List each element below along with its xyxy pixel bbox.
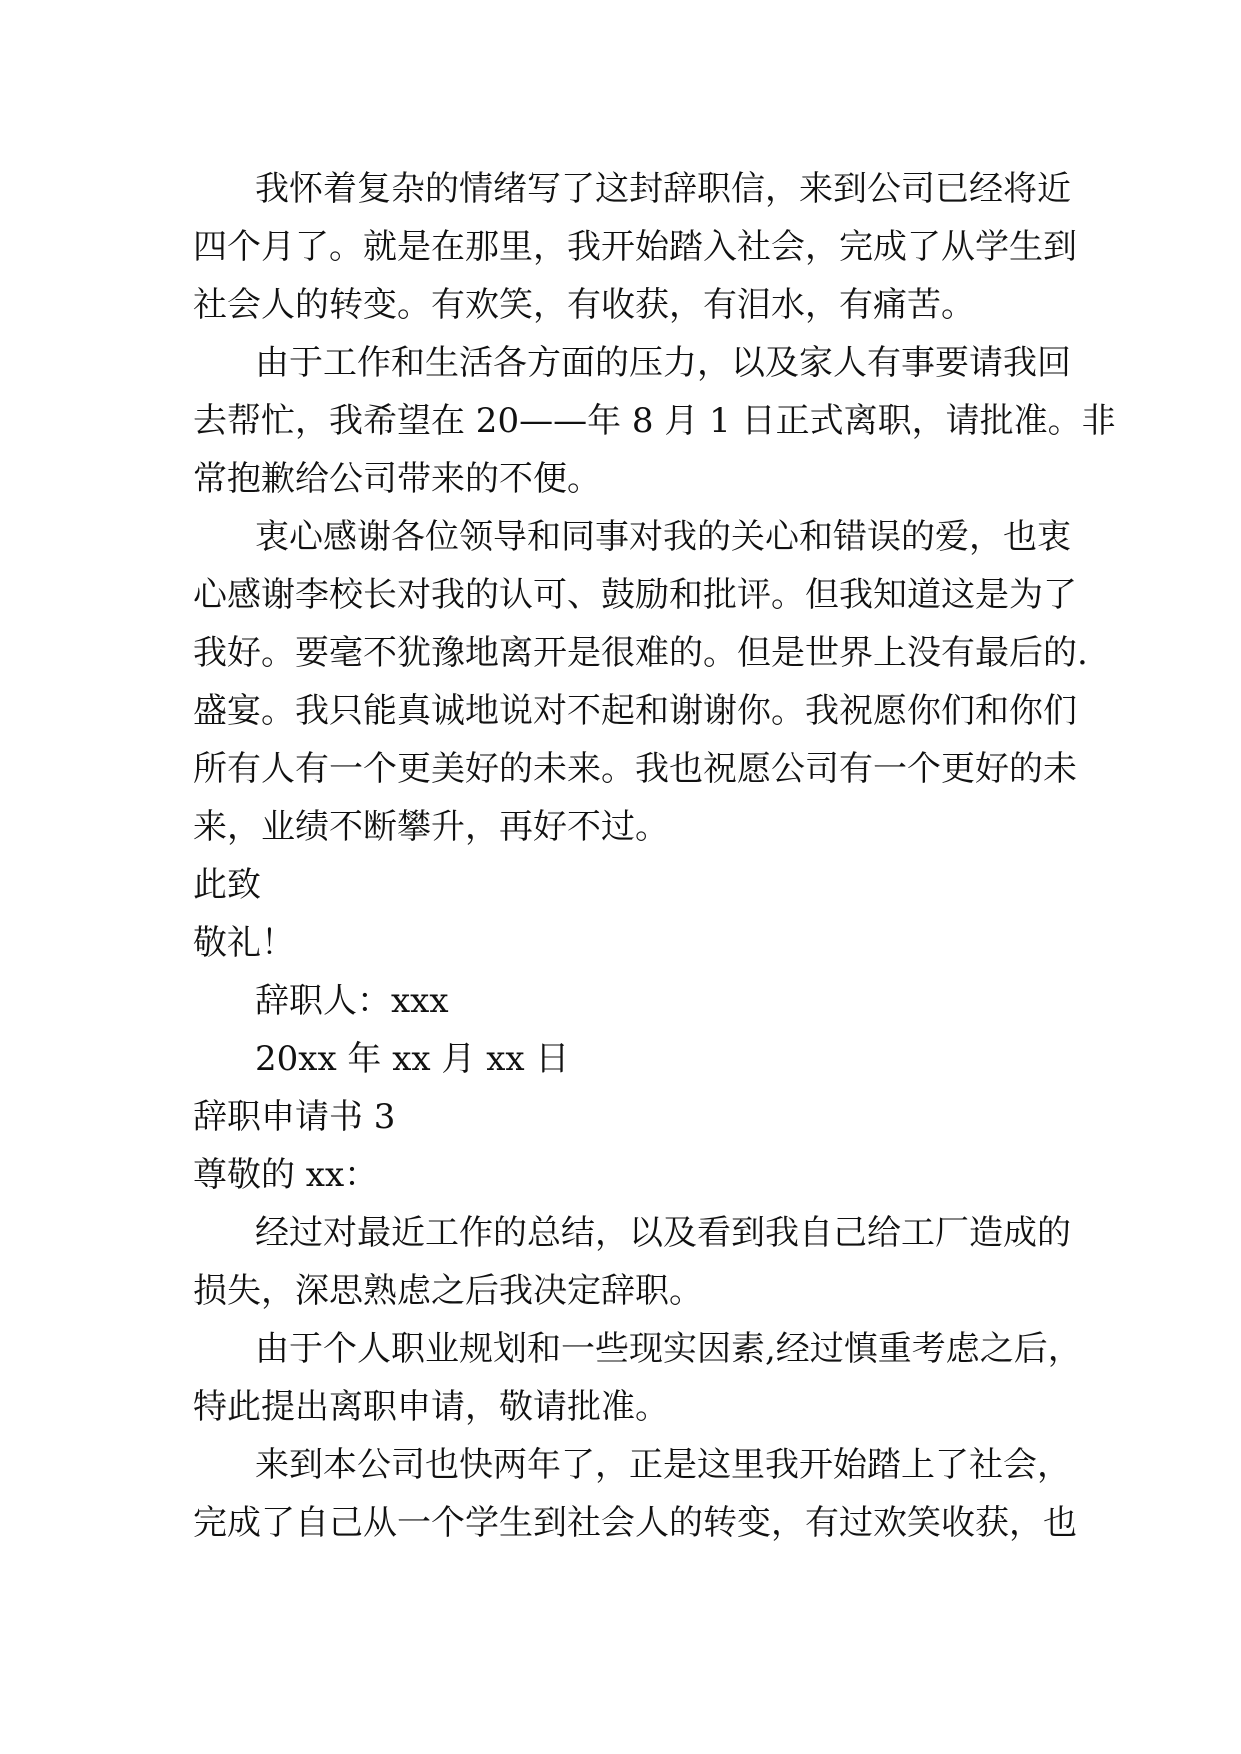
paragraph-line: 我好。要毫不犹豫地离开是很难的。但是世界上没有最后的. — [193, 633, 1088, 673]
paragraph-line: 常抱歉给公司带来的不便。 — [193, 459, 601, 499]
paragraph-line: 衷心感谢各位领导和同事对我的关心和错误的爱，也衷 — [255, 517, 1071, 557]
paragraph-line: 社会人的转变。有欢笑，有收获，有泪水，有痛苦。 — [193, 285, 975, 325]
paragraph-line: 去帮忙，我希望在 20——年 8 月 1 日正式离职，请批准。非 — [193, 401, 1116, 441]
paragraph-line: 心感谢李校长对我的认可、鼓励和批评。但我知道这是为了 — [193, 575, 1077, 615]
paragraph-line: 盛宴。我只能真诚地说对不起和谢谢你。我祝愿你们和你们 — [193, 691, 1077, 731]
paragraph-line: 损失，深思熟虑之后我决定辞职。 — [193, 1271, 703, 1311]
paragraph-line: 四个月了。就是在那里，我开始踏入社会，完成了从学生到 — [193, 227, 1077, 267]
paragraph-line: 所有人有一个更美好的未来。我也祝愿公司有一个更好的未 — [193, 749, 1077, 789]
paragraph-line: 我怀着复杂的情绪写了这封辞职信，来到公司已经将近 — [255, 169, 1071, 209]
paragraph-line: 经过对最近工作的总结，以及看到我自己给工厂造成的 — [255, 1213, 1071, 1253]
paragraph-line: 由于个人职业规划和一些现实因素,经过慎重考虑之后， — [255, 1329, 1082, 1369]
paragraph-line: 来，业绩不断攀升，再好不过。 — [193, 807, 669, 847]
section-title: 辞职申请书 3 — [193, 1097, 396, 1137]
salutation-line: 敬礼！ — [193, 923, 295, 963]
paragraph-line: 特此提出离职申请，敬请批准。 — [193, 1387, 669, 1427]
paragraph-line: 来到本公司也快两年了，正是这里我开始踏上了社会， — [255, 1445, 1071, 1485]
date-line: 20xx 年 xx 月 xx 日 — [255, 1039, 570, 1079]
paragraph-line: 完成了自己从一个学生到社会人的转变，有过欢笑收获，也 — [193, 1503, 1077, 1543]
signature-line: 辞职人：xxx — [255, 981, 449, 1021]
paragraph-line: 由于工作和生活各方面的压力，以及家人有事要请我回 — [255, 343, 1071, 383]
greeting-line: 尊敬的 xx： — [193, 1155, 379, 1195]
closing-line: 此致 — [193, 865, 261, 905]
